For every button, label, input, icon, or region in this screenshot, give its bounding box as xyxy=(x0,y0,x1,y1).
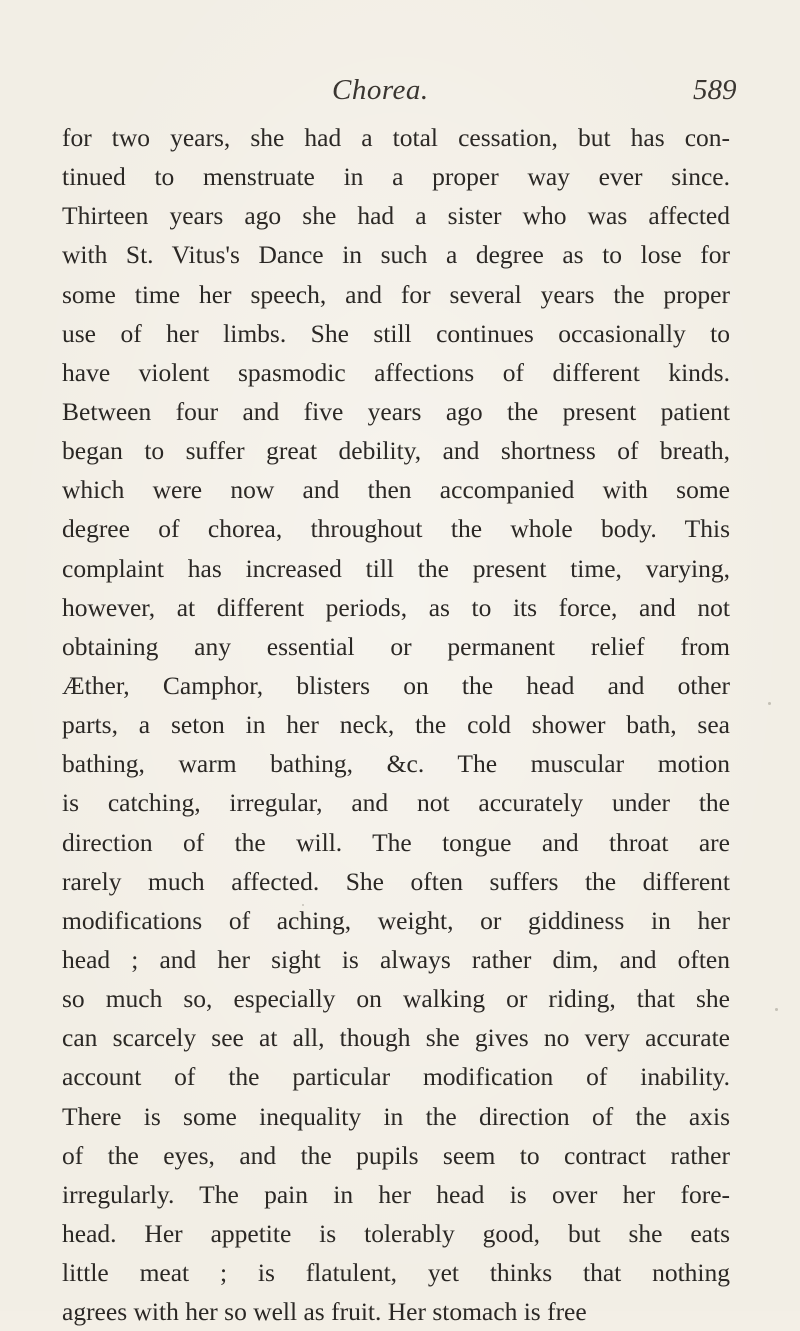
running-title: Chorea. xyxy=(332,74,429,106)
text-line: bathing, warm bathing, &c. The muscular motion xyxy=(62,749,730,779)
text-line: agrees with her so well as fruit. Her stomach is free xyxy=(62,1297,587,1327)
text-line: of the eyes, and the pupils seem to contract rather xyxy=(62,1140,730,1170)
paper-speck xyxy=(302,904,304,906)
text-line: modifications of aching, weight, or giddiness in her xyxy=(62,905,730,935)
running-head xyxy=(0,74,800,114)
text-line: began to suffer great debility, and shortness of breath, xyxy=(62,436,730,466)
text-line: with St. Vitus's Dance in such a degree as to lose for xyxy=(62,240,730,270)
text-line: rarely much affected. She often suffers the different xyxy=(62,866,730,896)
text-line: Thirteen years ago she had a sister who was affected xyxy=(62,201,730,231)
body-text xyxy=(62,118,730,1331)
text-line: which were now and then accompanied with some xyxy=(62,475,730,505)
text-line: have violent spasmodic affections of different kinds. xyxy=(62,357,730,387)
text-line: irregularly. The pain in her head is over her fore- xyxy=(62,1179,730,1209)
text-line: Between four and five years ago the present patient xyxy=(62,396,730,426)
text-line: head ; and her sight is always rather dim, and often xyxy=(62,944,730,974)
text-line: little meat ; is flatulent, yet thinks that nothing xyxy=(62,1258,730,1288)
text-line: direction of the will. The tongue and throat are xyxy=(62,827,730,857)
paper-speck xyxy=(768,702,771,705)
text-line: can scarcely see at all, though she gives no very accurate xyxy=(62,1023,730,1053)
paper-speck xyxy=(775,1008,778,1011)
text-line: some time her speech, and for several years the proper xyxy=(62,279,730,309)
text-line: obtaining any essential or permanent relief from xyxy=(62,631,730,661)
text-line: There is some inequality in the direction of the axis xyxy=(62,1101,730,1131)
text-line: degree of chorea, throughout the whole body. This xyxy=(62,514,730,544)
page-number: 589 xyxy=(693,74,737,106)
text-line: tinued to menstruate in a proper way ever since. xyxy=(62,162,730,192)
text-line: so much so, especially on walking or riding, that she xyxy=(62,984,730,1014)
text-line: however, at different periods, as to its force, and not xyxy=(62,592,730,622)
text-line: use of her limbs. She still continues occasionally to xyxy=(62,318,730,348)
text-line: complaint has increased till the present time, varying, xyxy=(62,553,730,583)
text-line: parts, a seton in her neck, the cold shower bath, sea xyxy=(62,710,730,740)
text-line: Æther, Camphor, blisters on the head and other xyxy=(62,670,730,700)
text-line: head. Her appetite is tolerably good, but she eats xyxy=(62,1218,730,1248)
text-line: for two years, she had a total cessation, but has con- xyxy=(62,123,730,152)
text-line: is catching, irregular, and not accurately under the xyxy=(62,788,730,818)
text-line: account of the particular modification of inability. xyxy=(62,1062,730,1092)
